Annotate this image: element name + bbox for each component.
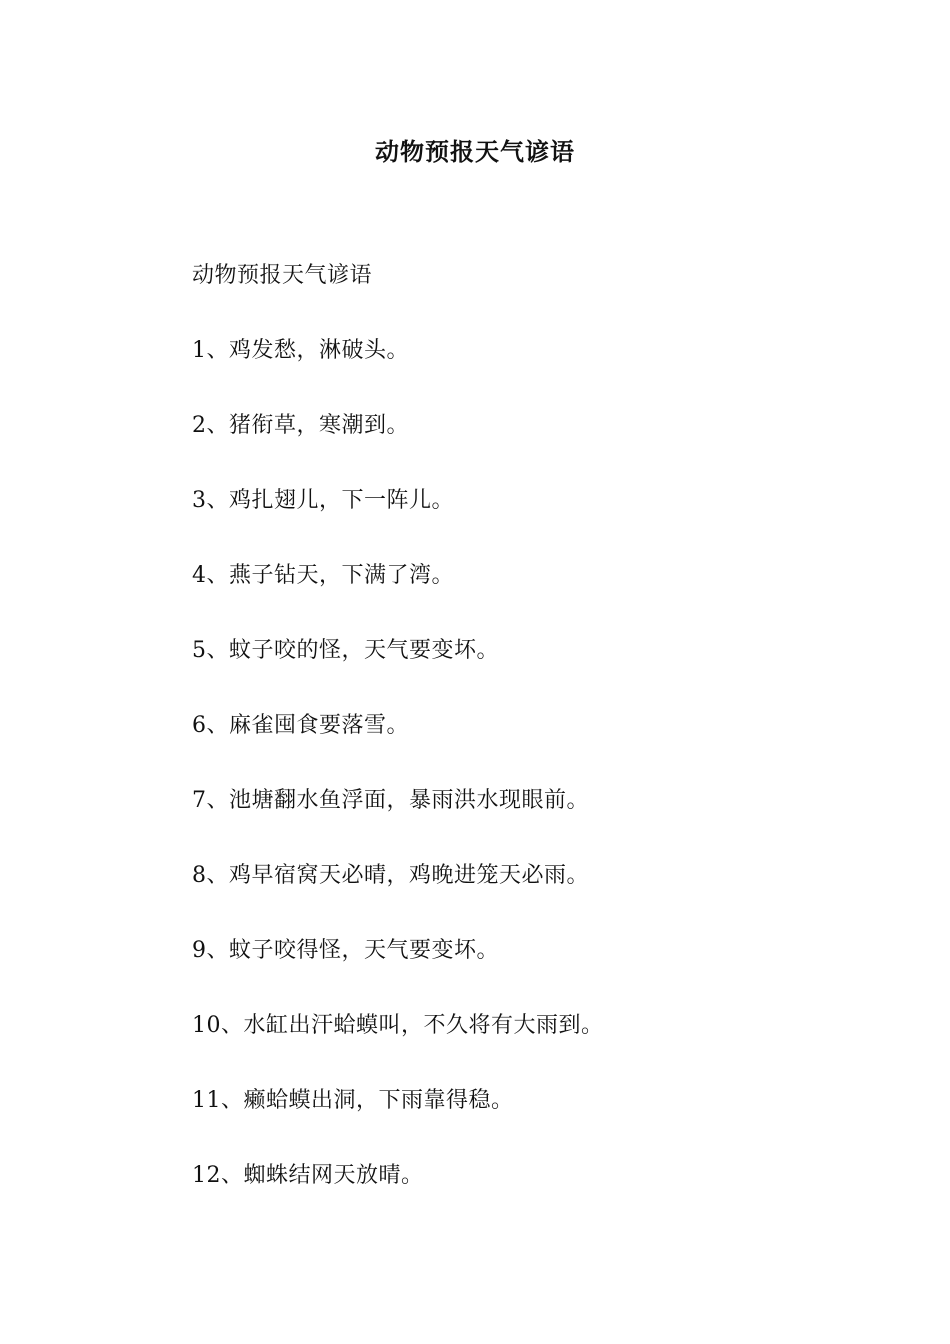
proverb-line-3: 3、鸡扎翅儿，下一阵儿。 bbox=[192, 488, 454, 513]
document-subtitle: 动物预报天气谚语 bbox=[192, 263, 373, 288]
proverb-line-6: 6、麻雀囤食要落雪。 bbox=[192, 713, 409, 738]
proverb-line-1: 1、鸡发愁，淋破头。 bbox=[192, 338, 409, 363]
document-title: 动物预报天气谚语 bbox=[375, 137, 575, 166]
proverb-line-10: 10、水缸出汗蛤蟆叫，不久将有大雨到。 bbox=[192, 1013, 604, 1038]
proverb-line-9: 9、蚊子咬得怪，天气要变坏。 bbox=[192, 938, 499, 963]
document-body bbox=[192, 258, 832, 1233]
proverb-line-2: 2、猪衔草，寒潮到。 bbox=[192, 413, 409, 438]
proverb-line-7: 7、池塘翻水鱼浮面，暴雨洪水现眼前。 bbox=[192, 788, 589, 813]
proverb-line-8: 8、鸡早宿窝天必晴，鸡晚进笼天必雨。 bbox=[192, 863, 589, 888]
proverb-line-4: 4、燕子钻天，下满了湾。 bbox=[192, 563, 454, 588]
proverb-line-12: 12、蜘蛛结网天放晴。 bbox=[192, 1163, 424, 1188]
proverb-line-5: 5、蚊子咬的怪，天气要变坏。 bbox=[192, 638, 499, 663]
proverb-line-11: 11、癞蛤蟆出洞，下雨靠得稳。 bbox=[192, 1088, 514, 1113]
